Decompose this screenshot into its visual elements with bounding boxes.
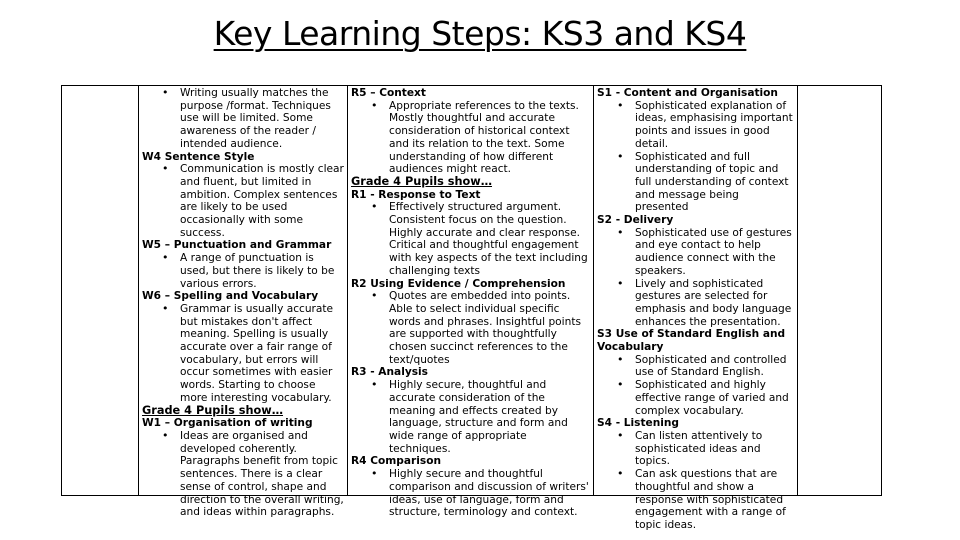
bullet-item: • Sophisticated and controlled use of Standard English. <box>597 354 795 379</box>
bullet-list <box>351 379 591 455</box>
bullet-item: • Can listen attentively to sophisticated ideas and topics. <box>597 430 795 468</box>
bullet-list <box>142 87 345 151</box>
bullet-item: • Grammar is usually accurate but mistakes don't affect meaning. Spelling is usually accurate over a fair range of vocabulary, but errors will occur sometimes with easier words. Starting to choose more interesting vocabulary. <box>142 303 345 405</box>
bullet-list <box>597 430 795 532</box>
bullet-list <box>351 290 591 366</box>
section-heading: W5 – Punctuation and Grammar <box>142 239 332 252</box>
section-heading: S3 Use of Standard English and Vocabulary <box>597 328 786 354</box>
bullet-item: • Can ask questions that are thoughtful and show a response with sophisticated engagement with a range of topic ideas. <box>597 468 795 532</box>
bullet-item: • Sophisticated use of gestures and eye contact to help audience connect with the speakers. <box>597 227 795 278</box>
grade-heading: Grade 4 Pupils show… <box>351 174 493 188</box>
bullet-item: • Highly secure and thoughtful comparison and discussion of writers' ideas, use of language, form and structure, terminology and context. <box>351 468 591 519</box>
bullet-item: • Writing usually matches the purpose /format. Techniques use will be limited. Some awareness of the reader / intended audience. <box>142 87 345 151</box>
reading-column <box>351 87 591 519</box>
bullet-list <box>351 201 591 277</box>
speaking-listening-column <box>597 87 795 531</box>
column-divider <box>797 86 798 495</box>
section-heading: S2 - Delivery <box>597 214 674 227</box>
section-heading: R3 - Analysis <box>351 366 428 379</box>
section-heading: S4 - Listening <box>597 417 680 430</box>
bullet-item: • Communication is mostly clear and fluent, but limited in ambition. Complex sentences are likely to be used occasionally with some success. <box>142 163 345 239</box>
bullet-item: • Effectively structured argument. Consistent focus on the question. Highly accurate and clear response. Critical and thoughtful engagement with key aspects of the text including challenging texts <box>351 201 591 277</box>
section-heading: W4 Sentence Style <box>142 150 255 163</box>
bullet-list <box>142 303 345 405</box>
bullet-item: • Ideas are organised and developed coherently. Paragraphs benefit from topic sentences. There is a clear sense of control, shape and direction to the overall writing, and ideas within paragraphs. <box>142 430 345 519</box>
section-heading: R1 - Response to Text <box>351 188 481 201</box>
bullet-item: • Appropriate references to the texts. Mostly thoughtful and accurate consideration of historical context and its relation to the text. Some understanding of how different audiences might react. <box>351 100 591 176</box>
section-heading: W1 – Organisation of writing <box>142 417 313 430</box>
page-title: Key Learning Steps: KS3 and KS4 <box>213 14 747 53</box>
bullet-item: • Quotes are embedded into points. Able to select individual specific words and phrases. Insightful points are supported with thoughtfully chosen succinct references to the text/quotes <box>351 290 591 366</box>
grade-heading: Grade 4 Pupils show… <box>142 403 284 417</box>
writing-column <box>142 87 345 519</box>
section-heading: R2 Using Evidence / Comprehension <box>351 277 566 290</box>
column-divider <box>593 86 594 495</box>
bullet-item: • Sophisticated explanation of ideas, emphasising important points and issues in good detail. <box>597 100 795 151</box>
bullet-item: • A range of punctuation is used, but there is likely to be various errors. <box>142 252 345 290</box>
bullet-list <box>351 100 591 176</box>
bullet-list <box>142 430 345 519</box>
section-heading: R4 Comparison <box>351 455 442 468</box>
section-heading: R5 – Context <box>351 87 426 99</box>
bullet-list <box>597 354 795 418</box>
bullet-list <box>597 100 795 214</box>
bullet-item: • Sophisticated and highly effective range of varied and complex vocabulary. <box>597 379 795 417</box>
bullet-list <box>142 163 345 239</box>
section-heading: S1 - Content and Organisation <box>597 87 778 99</box>
bullet-list <box>351 468 591 519</box>
bullet-list <box>597 227 795 329</box>
bullet-list <box>142 252 345 290</box>
bullet-item: • Sophisticated and full understanding of topic and full understanding of context and message being presented <box>597 151 795 215</box>
column-divider <box>347 86 348 495</box>
bullet-item: • Lively and sophisticated gestures are selected for emphasis and body language enhances the presentation. <box>597 278 795 329</box>
section-heading: W6 – Spelling and Vocabulary <box>142 290 319 303</box>
learning-steps-table <box>61 85 882 531</box>
column-divider <box>138 86 139 495</box>
bullet-item: • Highly secure, thoughtful and accurate consideration of the meaning and effects created by language, structure and form and wide range of appropriate techniques. <box>351 379 591 455</box>
